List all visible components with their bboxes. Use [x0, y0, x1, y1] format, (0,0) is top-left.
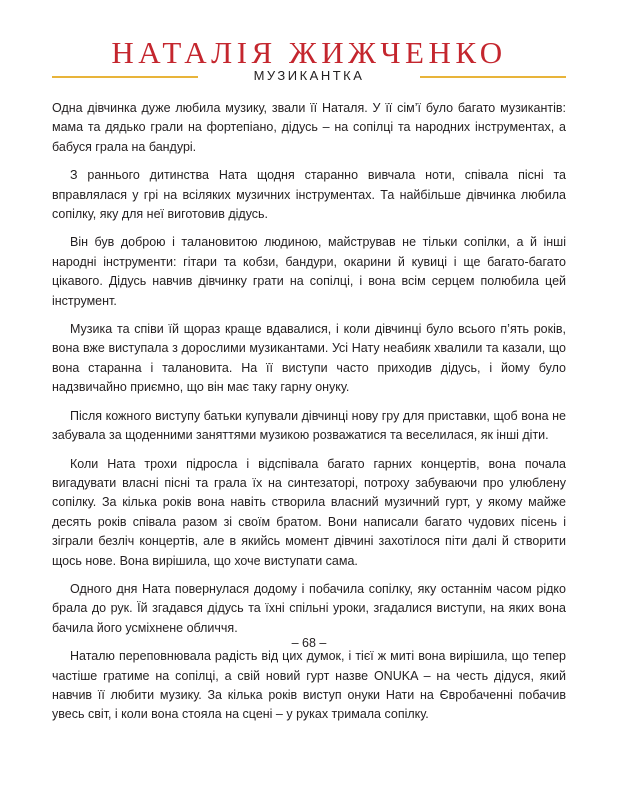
paragraph: Він був доброю і талановитою людиною, майстрував не тільки сопілки, а й інші народні інструменти: гітари та кобзи, бандури, окарини й кувиці і ще багато-багато цікавого. Дідусь навчив дівчинку грати на сопілці, і вона всім серцем полюбила цей інструмент. — [52, 235, 566, 308]
page-number: – 68 – — [291, 636, 327, 650]
paragraph: Наталю переповнювала радість від цих думок, і тієї ж миті вона вирішила, що тепер частіше гратиме на сопілці, а свій новий гурт назве ONUKA – на честь дідуся, який навчив її любити музику. За кілька років виступ онуки Нати на Євробаченні побачив увесь світ, і коли вона стояла на сцені – у руках тримала сопілку. — [52, 649, 566, 722]
paragraph: Коли Ната трохи підросла і відспівала багато гарних концертів, вона почала вигадувати власні пісні та грала їх на синтезаторі, потроху забуваючи про улюблену сопілку. За кілька років вона навіть створила власний музичний гурт, у якому майже десять років співала разом зі своїм братом. Вони написали багато чудових пісень і зіграли безліч концертів, але в якийсь момент дівчині захотілося піти далі й створити щось нове. Вона вирішила, що хоче виступати сама. — [52, 456, 566, 568]
paragraph: З раннього дитинства Ната щодня старанно вивчала ноти, співала пісні та вправлялася у грі на всіляких музичних інструментах. Та найбільше дівчинка любила сопілку, яку для неї виготовив дідусь. — [52, 168, 566, 222]
story-title-row — [52, 68, 566, 84]
paragraph: Одна дівчинка дуже любила музику, звали її Наталя. У її сім’ї було багато музикантів: мама та дядько грали на фортепіано, дідусь – на сопілці та народних інструментах, а бабуся грала на бандурі. — [52, 101, 566, 154]
paragraph: Музика та співи їй щораз краще вдавалися, і коли дівчинці було всього п’ять років, вона вже виступала з дорослими музикантами. Усі Нату неабияк хвалили та казали, що вона старанна і талановита. На її виступи часто приходив дідусь, і йому було надзвичайно приємно, що він має таку гарну онуку. — [52, 322, 566, 395]
author-name: НАТАЛІЯ ЖИЖЧЕНКО — [111, 35, 507, 70]
paragraph: Після кожного виступу батьки купували дівчинці нову гру для приставки, щоб вона не забувала за щоденними заняттями музикою розважатися та веселилася, як інші діти. — [52, 408, 566, 443]
story-title: МУЗИКАНТКА — [253, 68, 365, 83]
decorative-rule-right — [420, 76, 566, 78]
paragraph: Одного дня Ната повернулася додому і побачила сопілку, яку останнім часом рідко брала до рук. Їй згадався дідусь та їхні спільні уроки, згадалися виступи, на яких вона бачила його усміхнене обличчя. — [52, 581, 566, 635]
